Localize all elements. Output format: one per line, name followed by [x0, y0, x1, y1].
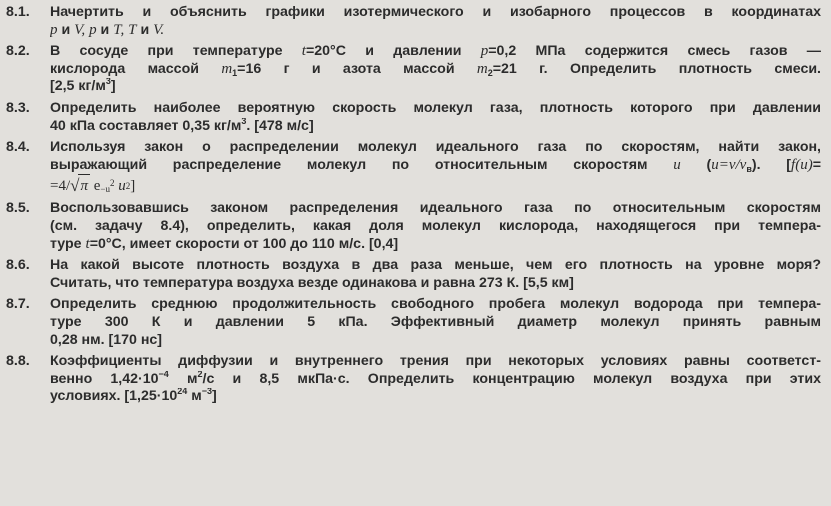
text-line: 40 кПа составляет 0,35 $кг/м^3$. [478 м/с] — [50, 117, 314, 134]
problem-8-2 — [6, 43, 821, 96]
text-line: Коэффициенты диффузии и внутреннего трения при некоторых условиях равны соответст- — [50, 353, 821, 370]
problem-number: 8.2. — [6, 43, 30, 60]
text-line: венно $1,42\cdot 10^{-4}$ $м^2/с$ и 8,5 мкПа·с. Определить концентрацию молекул воздуха при этих — [50, 370, 821, 387]
text-line: 0,28 нм. [170 нс] — [50, 331, 163, 348]
text-line: туре 300 К и давлении 5 кПа. Эффективный диаметр молекул принять равным — [50, 313, 821, 330]
problem-8-8 — [6, 353, 821, 406]
text-line: На какой высоте плотность воздуха в два раза меньше, чем его плотность на уровне моря? — [50, 257, 821, 274]
problem-text — [50, 43, 821, 96]
text-line: выражающий распределение молекул по относительным скоростям u $(u=v/v_в)$. [f(u)= — [50, 156, 821, 174]
problem-8-5 — [6, 200, 821, 253]
text-line: В сосуде при температуре t=20°C и давлении p=0,2 МПа содержится смесь газов — — [50, 43, 821, 60]
text-line: p и V, p и T, T и V. — [50, 21, 165, 38]
problem-8-1 — [6, 4, 821, 39]
problem-number: 8.8. — [6, 353, 30, 370]
problem-text — [50, 296, 821, 349]
problem-8-4 — [6, 139, 821, 196]
text-line: Определить среднюю продолжительность свободного пробега молекул водорода при темпера- — [50, 296, 821, 313]
text-line: туре t=0°C, имеет скорости от 100 до 110 м/с. [0,4] — [50, 235, 399, 252]
text-line: (см. задачу 8.4), определить, какая доля молекул кислорода, находящегося при темпера- — [50, 217, 821, 234]
problem-number: 8.4. — [6, 139, 30, 156]
text-line: Воспользовавшись законом распределения идеального газа по относительным скоростям — [50, 200, 821, 217]
problem-number: 8.1. — [6, 4, 30, 20]
text-line: Считать, что температура воздуха везде одинакова и равна 273 К. [5,5 км] — [50, 274, 574, 291]
problem-8-6 — [6, 257, 821, 292]
problem-text — [50, 200, 821, 253]
text-line: условиях. [$1,25\cdot 10^{24}$ $м^{-3}$] — [50, 388, 217, 405]
formula: =4/ √ π e $-u^2$ u 2 ] — [50, 174, 821, 196]
problem-8-7 — [6, 296, 821, 349]
problem-text — [50, 100, 821, 135]
problem-text — [50, 353, 821, 406]
problem-text — [50, 257, 821, 292]
text-line: Начертить и объяснить графики изотермического и изобарного процессов в координатах — [50, 4, 821, 20]
text-line: Используя закон о распределении молекул идеального газа по скоростям, найти закон, — [50, 139, 821, 156]
problem-number: 8.5. — [6, 200, 30, 217]
text-line: кислорода массой $m_1=16$ г и азота массой $m_2=21$ г. Определить плотность смеси. — [50, 60, 821, 78]
problem-8-3 — [6, 100, 821, 135]
problem-number: 8.3. — [6, 99, 30, 116]
answer: [2,5 $кг/м^3$] — [50, 78, 116, 95]
problem-number: 8.6. — [6, 257, 30, 274]
problem-text — [50, 139, 821, 196]
text-line: Определить наиболее вероятную скорость молекул газа, плотность которого при давлении — [50, 99, 821, 116]
problem-number: 8.7. — [6, 296, 30, 313]
problem-text — [50, 4, 821, 39]
